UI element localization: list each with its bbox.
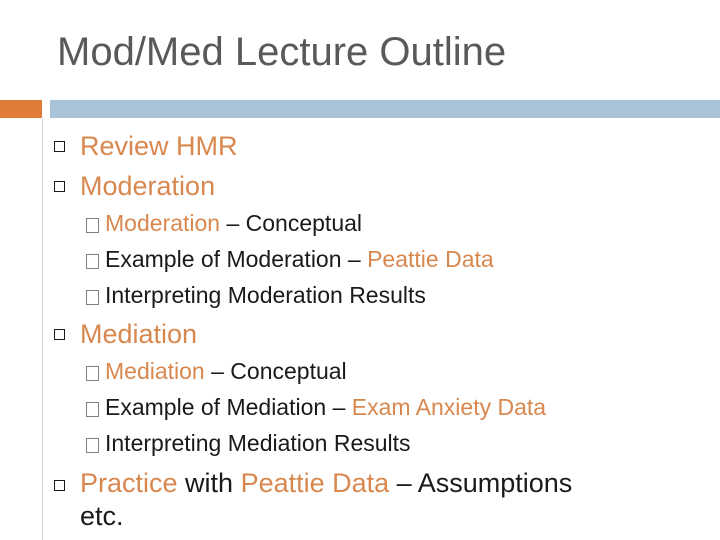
checkbox-bullet-icon [86,438,99,453]
square-bullet-icon [54,480,65,491]
bullet-review-hmr: Review HMR [80,131,238,161]
sub-bullet-text: – Conceptual [211,358,347,384]
checkbox-bullet-icon [86,254,99,269]
bullet-text: – Assumptions [389,468,573,498]
bullet-text: with [177,468,241,498]
square-bullet-icon [54,141,65,152]
list-item [80,170,215,202]
sub-bullet-text: – Conceptual [226,210,363,236]
sub-bullet-text: Interpreting Mediation Results [105,430,411,456]
sub-bullet-text: Example of Moderation [105,246,348,272]
header-bar-gap [42,100,50,540]
list-item [80,130,238,162]
checkbox-bullet-icon [86,366,99,381]
bullet-moderation: Moderation [80,171,216,201]
checkbox-bullet-icon [86,218,99,233]
list-item-continuation [80,500,124,532]
bullet-text: etc. [80,501,124,531]
checkbox-bullet-icon [86,402,99,417]
list-item [86,245,494,273]
page-title: Mod/Med Lecture Outline [57,30,507,74]
bullet-practice: Practice [80,468,178,498]
sub-bullet-text: Moderation [105,210,227,236]
header-bar [50,100,720,118]
square-bullet-icon [54,181,65,192]
sub-bullet-text: Example of Mediation [105,394,333,420]
sub-bullet-highlight: Peattie Data [367,246,494,272]
list-item [86,357,347,385]
sub-bullet-text: – [347,246,368,272]
sub-bullet-highlight: Exam Anxiety Data [351,394,547,420]
list-item [86,429,411,457]
sub-bullet-text: Mediation [105,358,212,384]
list-item [86,281,426,309]
sub-bullet-text: Interpreting Moderation Results [105,282,426,308]
sub-bullet-text: – [332,394,352,420]
list-item [86,209,362,237]
list-item [86,393,546,421]
list-item [80,467,572,499]
square-bullet-icon [54,329,65,340]
left-rule [42,118,43,540]
list-item [80,318,197,350]
checkbox-bullet-icon [86,290,99,305]
header-accent-bar [0,100,42,118]
bullet-highlight: Peattie Data [240,468,390,498]
bullet-mediation: Mediation [80,319,198,349]
